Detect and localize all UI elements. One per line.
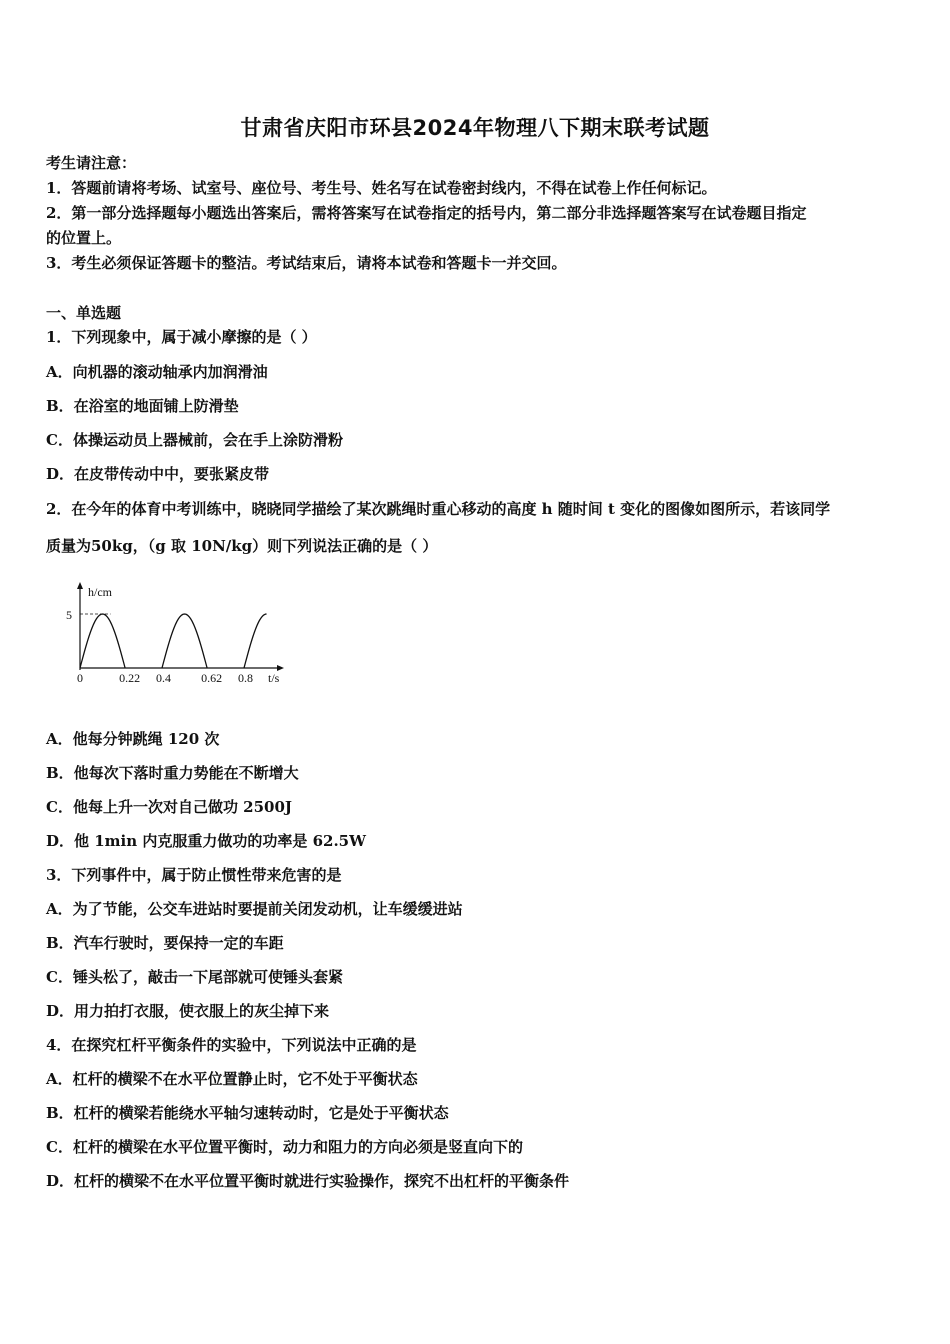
question-3-option-a: A．为了节能，公交车进站时要提前关闭发动机，让车缓缓进站 xyxy=(46,900,463,918)
notice-item: 2．第一部分选择题每小题选出答案后，需将答案写在试卷指定的括号内，第二部分非选择题答案写在试卷题目指定 xyxy=(46,204,807,222)
x-tick-label: 0.62 xyxy=(201,671,223,685)
height-time-graph xyxy=(60,578,300,698)
notice-item: 的位置上。 xyxy=(46,229,122,247)
question-2-option-d: D．他 1min 内克服重力做功的功率是 62.5W xyxy=(46,832,366,850)
question-3-stem: 3．下列事件中，属于防止惯性带来危害的是 xyxy=(46,866,342,884)
question-4-option-a: A．杠杆的横梁不在水平位置静止时，它不处于平衡状态 xyxy=(46,1070,418,1088)
height-curve xyxy=(80,614,267,668)
y-tick-label: 5 xyxy=(66,608,72,622)
question-2-stem-line2: 质量为50kg，（g 取 10N/kg）则下列说法正确的是（ ） xyxy=(46,537,438,555)
question-2-option-c: C．他每上升一次对自己做功 2500J xyxy=(46,798,293,816)
question-4-stem: 4．在探究杠杆平衡条件的实验中，下列说法中正确的是 xyxy=(46,1036,417,1054)
question-3-option-b: B．汽车行驶时，要保持一定的车距 xyxy=(46,934,284,952)
question-4-option-c: C．杠杆的横梁在水平位置平衡时，动力和阻力的方向必须是竖直向下的 xyxy=(46,1138,523,1156)
x-axis-label: t/s xyxy=(268,671,280,685)
question-3-option-c: C．锤头松了，敲击一下尾部就可使锤头套紧 xyxy=(46,968,343,986)
question-2-option-b: B．他每次下落时重力势能在不断增大 xyxy=(46,764,299,782)
question-1-option-b: B．在浴室的地面铺上防滑垫 xyxy=(46,397,239,415)
x-tick-label: 0.8 xyxy=(238,671,253,685)
notice-item: 3．考生必须保证答题卡的整洁。考试结束后，请将本试卷和答题卡一并交回。 xyxy=(46,254,567,272)
y-axis-arrow xyxy=(77,582,83,589)
x-tick-label: 0.4 xyxy=(156,671,171,685)
notice-heading: 考生请注意： xyxy=(46,154,137,172)
section-heading: 一、单选题 xyxy=(46,304,122,322)
question-1-option-a: A．向机器的滚动轴承内加润滑油 xyxy=(46,363,268,381)
x-tick-label: 0 xyxy=(77,671,83,685)
question-4-option-b: B．杠杆的横梁若能绕水平轴匀速转动时，它是处于平衡状态 xyxy=(46,1104,449,1122)
question-2-option-a: A．他每分钟跳绳 120 次 xyxy=(46,730,220,748)
notice-item: 1．答题前请将考场、试室号、座位号、考生号、姓名写在试卷密封线内，不得在试卷上作任何标记。 xyxy=(46,179,717,197)
question-4-option-d: D．杠杆的横梁不在水平位置平衡时就进行实验操作，探究不出杠杆的平衡条件 xyxy=(46,1172,570,1190)
question-3-option-d: D．用力拍打衣服，使衣服上的灰尘掉下来 xyxy=(46,1002,330,1020)
x-tick-label: 0.22 xyxy=(119,671,141,685)
question-1-stem: 1．下列现象中，属于减小摩擦的是（ ） xyxy=(46,328,317,346)
y-axis-label: h/cm xyxy=(88,585,112,599)
question-2-stem-line1: 2．在今年的体育中考训练中，晓晓同学描绘了某次跳绳时重心移动的高度 h 随时间 t 变化的图像如图所示，若该同学 xyxy=(46,500,831,518)
question-1-option-d: D．在皮带传动中中，要张紧皮带 xyxy=(46,465,270,483)
question-1-option-c: C．体操运动员上器械前，会在手上涂防滑粉 xyxy=(46,431,343,449)
page-title: 甘肃省庆阳市环县2024年物理八下期末联考试题 xyxy=(240,116,710,140)
